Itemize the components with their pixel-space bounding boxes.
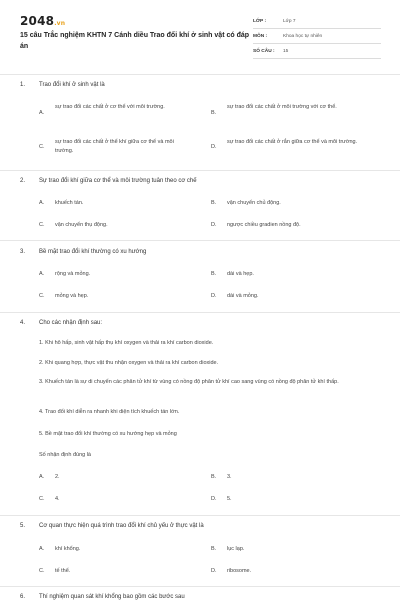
question-text: Bề mặt trao đổi khí thường có xu hướng	[39, 249, 147, 255]
option-b[interactable]: vận chuyển chủ động.	[227, 200, 281, 206]
statement: 4. Trao đổi khí diễn ra nhanh khi diện tích khuếch tán lớn.	[39, 409, 180, 415]
option-a[interactable]: rộng và mỏng.	[55, 271, 91, 277]
document-title: 15 câu Trắc nghiệm KHTN 7 Cánh diều Trao đổi khí ở sinh vật có đáp án	[20, 32, 250, 50]
option-a[interactable]: khí khổng.	[55, 546, 81, 552]
option-c[interactable]: 4.	[55, 496, 60, 502]
option-letter: B.	[211, 110, 217, 116]
meta-value: Lớp 7	[283, 18, 296, 24]
logo-main: 2048	[20, 14, 55, 28]
divider	[0, 74, 400, 75]
meta-value: 15	[283, 48, 289, 54]
logo-suffix: .vn	[54, 20, 66, 27]
option-letter: A.	[39, 200, 45, 206]
question-number: 3.	[20, 249, 26, 255]
option-d[interactable]: ribosome.	[227, 568, 252, 574]
option-d[interactable]: sự trao đổi các chất ở rắn giữa cơ thể và môi trường.	[227, 139, 358, 145]
statement: 3. Khuếch tán là sự di chuyển các phân tử khí từ vùng có nồng độ phân tử khí cao sang vùng có nồng độ phân tử khí thấp.	[39, 379, 339, 385]
option-letter: B.	[211, 546, 217, 552]
option-letter: A.	[39, 546, 45, 552]
question-text: Cho các nhận định sau:	[39, 320, 103, 326]
option-letter: A.	[39, 474, 45, 480]
question-text: Cơ quan thực hiện quá trình trao đổi khí chủ yếu ở thực vật là	[39, 523, 204, 529]
meta-value: Khoa học tự nhiên	[283, 33, 323, 39]
statement: 1. Khi hô hấp, sinh vật hấp thụ khí oxygen và thải ra khí carbon dioxide.	[39, 340, 214, 346]
meta-key: LỚP :	[253, 18, 267, 24]
option-d[interactable]: 5.	[227, 496, 232, 502]
question-number: 6.	[20, 594, 26, 600]
option-letter: C.	[39, 568, 45, 574]
option-letter: D.	[211, 144, 217, 150]
option-letter: B.	[211, 271, 217, 277]
option-d[interactable]: dài và mỏng.	[227, 293, 259, 299]
meta-row-count	[253, 44, 381, 59]
divider	[0, 312, 400, 313]
option-letter: C.	[39, 496, 45, 502]
option-b[interactable]: dài và hẹp.	[227, 271, 254, 277]
option-letter: D.	[211, 496, 217, 502]
divider	[0, 586, 400, 587]
site-logo[interactable]	[20, 14, 65, 28]
option-letter: D.	[211, 568, 217, 574]
statement: 5. Bề mặt trao đổi khí thường có xu hướng hẹp và mỏng	[39, 431, 177, 437]
option-letter: D.	[211, 222, 217, 228]
option-letter: B.	[211, 474, 217, 480]
option-c[interactable]: mỏng và hẹp.	[55, 293, 89, 299]
option-a[interactable]: khuếch tán.	[55, 200, 84, 206]
option-c[interactable]: sự trao đổi các chất ở thể khí giữa cơ thể và môi trường.	[55, 139, 174, 154]
meta-key: SỐ CÂU :	[253, 48, 275, 54]
option-letter: A.	[39, 271, 45, 277]
meta-row-subject	[253, 29, 381, 44]
option-letter: C.	[39, 144, 45, 150]
question-text: Trao đổi khí ở sinh vật là	[39, 82, 105, 88]
option-letter: C.	[39, 222, 45, 228]
divider	[0, 240, 400, 241]
option-b[interactable]: sự trao đổi các chất ở môi trường với cơ thể.	[227, 104, 337, 110]
document-header	[0, 0, 400, 70]
statement: 2. Khi quang hợp, thực vật thu nhận oxygen và thải ra khí carbon dioxide.	[39, 360, 219, 366]
option-a[interactable]: sự trao đổi các chất ở cơ thể với môi trường.	[55, 104, 165, 110]
document-meta	[253, 14, 381, 59]
option-letter: C.	[39, 293, 45, 299]
option-letter: B.	[211, 200, 217, 206]
question-text: Thí nghiệm quan sát khí khổng bao gồm các bước sau	[39, 594, 185, 600]
option-c[interactable]: vận chuyển thụ động.	[55, 222, 108, 228]
option-c[interactable]: tế thể.	[55, 568, 71, 574]
question-number: 2.	[20, 178, 26, 184]
option-b[interactable]: 3.	[227, 474, 232, 480]
question-text: Sự trao đổi khí giữa cơ thể và môi trường tuân theo cơ chế	[39, 178, 197, 184]
question-number: 1.	[20, 82, 26, 88]
option-letter: D.	[211, 293, 217, 299]
meta-key: MÔN :	[253, 33, 268, 39]
option-letter: A.	[39, 110, 45, 116]
question-number: 4.	[20, 320, 26, 326]
option-a[interactable]: 2.	[55, 474, 60, 480]
divider	[0, 515, 400, 516]
question-prompt: Số nhận định đúng là	[39, 452, 91, 458]
option-b[interactable]: lục lạp.	[227, 546, 245, 552]
meta-row-grade	[253, 14, 381, 29]
option-d[interactable]: ngược chiều gradien nồng độ.	[227, 222, 301, 228]
divider	[0, 170, 400, 171]
question-number: 5.	[20, 523, 26, 529]
